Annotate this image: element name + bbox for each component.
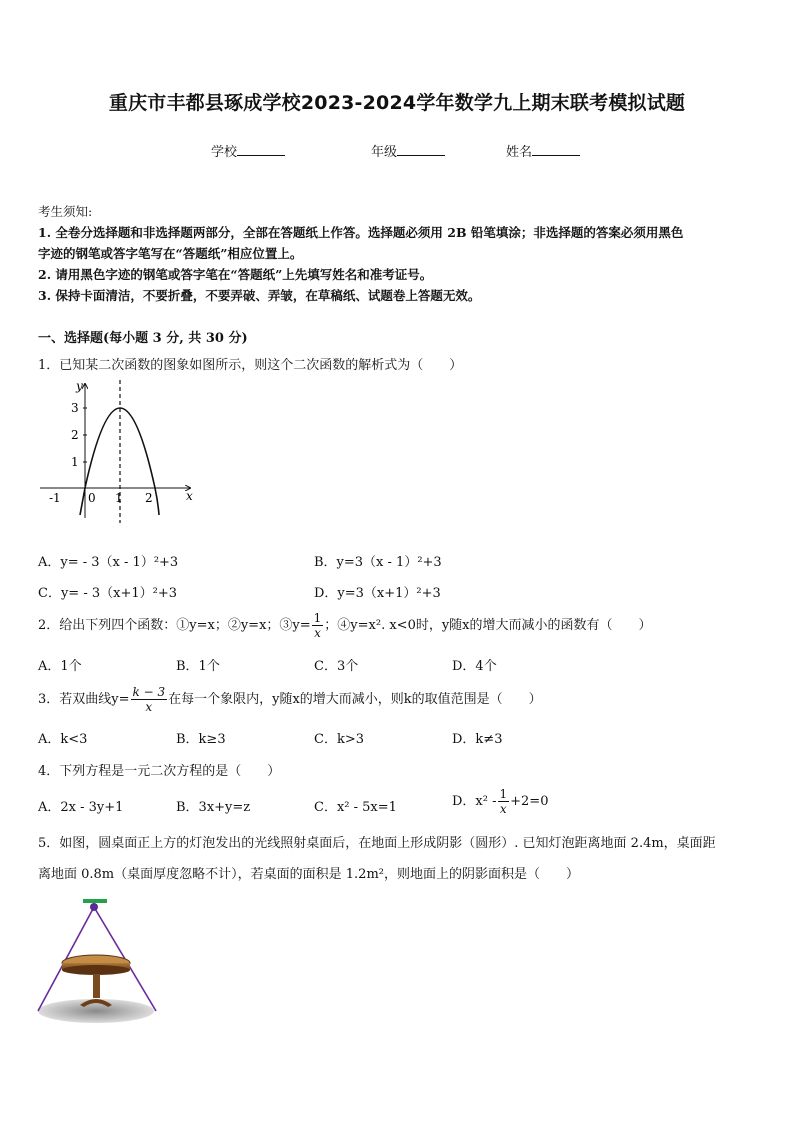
notice-heading: 考生须知: bbox=[38, 204, 93, 219]
name-field[interactable] bbox=[506, 141, 580, 160]
grade-field[interactable] bbox=[371, 141, 445, 160]
notice-block bbox=[38, 201, 683, 306]
grade-blank[interactable] bbox=[397, 143, 445, 156]
q2-frac-num: 1 bbox=[313, 611, 322, 625]
q3-fraction bbox=[131, 685, 168, 714]
q1-option-c[interactable]: C．y= - 3（x+1）²+3 bbox=[38, 586, 177, 601]
q4-option-d-pre: D．x² - bbox=[452, 794, 497, 809]
q4-d-frac-num: 1 bbox=[499, 787, 508, 801]
q3-option-a[interactable]: A．k<3 bbox=[38, 732, 88, 747]
q4-option-d-post: +2=0 bbox=[510, 794, 549, 809]
notice-item-1-cont: 字迹的钢笔或答字笔写在“答题纸”相应位置上。 bbox=[38, 246, 303, 261]
q3-frac-den: x bbox=[145, 700, 153, 714]
school-field[interactable] bbox=[211, 141, 285, 160]
q4-d-fraction bbox=[498, 787, 510, 816]
q4-option-b[interactable]: B．3x+y=z bbox=[176, 800, 251, 815]
q4-d-frac-den: x bbox=[499, 802, 507, 816]
table-underside bbox=[62, 965, 130, 975]
name-blank[interactable] bbox=[532, 143, 580, 156]
school-blank[interactable] bbox=[237, 143, 285, 156]
q4-option-c[interactable]: C．x² - 5x=1 bbox=[314, 800, 397, 815]
lamp-table-figure bbox=[34, 893, 164, 1025]
y-tick-1: 1 bbox=[71, 455, 79, 469]
q3-option-c[interactable]: C．k>3 bbox=[314, 732, 364, 747]
light-bulb bbox=[90, 903, 98, 911]
section-heading: 一、选择题(每小题 3 分, 共 30 分) bbox=[38, 331, 248, 346]
q3-option-d[interactable]: D．k≠3 bbox=[452, 732, 503, 747]
x-tick-0: 0 bbox=[88, 491, 96, 505]
name-label: 姓名 bbox=[506, 145, 533, 160]
y-axis-label: y bbox=[76, 379, 83, 393]
y-tick-2: 2 bbox=[71, 428, 79, 442]
q2-option-c[interactable]: C．3个 bbox=[314, 659, 359, 674]
page-title: 重庆市丰都县琢成学校2023-2024学年数学九上期末联考模拟试题 bbox=[108, 92, 686, 114]
lamp-holder bbox=[83, 899, 107, 903]
q4-option-d[interactable] bbox=[452, 782, 548, 822]
q4-stem: 4．下列方程是一元二次方程的是（ ） bbox=[38, 764, 281, 779]
q1-stem: 1．已知某二次函数的图象如图所示，则这个二次函数的解析式为（ ） bbox=[38, 358, 463, 373]
x-tick-neg1: -1 bbox=[49, 491, 61, 505]
q3-stem-pre: 3．若双曲线y= bbox=[38, 692, 130, 707]
notice-item-2: 2. 请用黑色字迹的钢笔或答字笔在“答题纸”上先填写姓名和准考证号。 bbox=[38, 267, 433, 282]
x-tick-1: 1 bbox=[115, 491, 123, 505]
q2-fraction bbox=[312, 611, 324, 640]
notice-item-3: 3. 保持卡面清洁，不要折叠，不要弄破、弄皱，在草稿纸、试题卷上答题无效。 bbox=[38, 288, 481, 303]
q2-stem-pre: 2．给出下列四个函数：①y=x；②y=x；③y= bbox=[38, 618, 311, 633]
q3-option-b[interactable]: B．k≥3 bbox=[176, 732, 226, 747]
q3-frac-num: k − 3 bbox=[132, 685, 166, 699]
q3-stem-post: 在每一个象限内，y随x的增大而减小，则k的取值范围是（ ） bbox=[168, 692, 542, 707]
q3-stem bbox=[38, 680, 542, 720]
school-label: 学校 bbox=[211, 145, 238, 160]
x-axis-label: x bbox=[186, 489, 193, 503]
q2-stem bbox=[38, 606, 652, 646]
q4-option-a[interactable]: A．2x - 3y+1 bbox=[38, 800, 124, 815]
parabola-graph bbox=[38, 378, 198, 528]
q1-option-a[interactable]: A．y= - 3（x - 1）²+3 bbox=[38, 555, 179, 570]
q5-line2: 离地面 0.8m（桌面厚度忽略不计），若桌面的面积是 1.2m²，则地面上的阴影面积是（ ） bbox=[38, 867, 579, 882]
q2-option-d[interactable]: D．4个 bbox=[452, 659, 497, 674]
q2-frac-den: x bbox=[314, 626, 321, 640]
q1-option-b[interactable]: B．y=3（x - 1）²+3 bbox=[314, 555, 442, 570]
q2-option-a[interactable]: A．1个 bbox=[38, 659, 82, 674]
notice-item-1: 1. 全卷分选择题和非选择题两部分，全部在答题纸上作答。选择题必须用 2B 铅笔填涂；非选择题的答案必须用黑色 bbox=[38, 225, 684, 240]
x-tick-2: 2 bbox=[145, 491, 153, 505]
grade-label: 年级 bbox=[371, 145, 398, 160]
q1-option-d[interactable]: D．y=3（x+1）²+3 bbox=[314, 586, 441, 601]
table-leg bbox=[93, 974, 100, 998]
q2-option-b[interactable]: B．1个 bbox=[176, 659, 220, 674]
y-tick-3: 3 bbox=[71, 401, 79, 415]
q5-line1: 5．如图，圆桌面正上方的灯泡发出的光线照射桌面后，在地面上形成阴影（圆形）. 已知灯泡距离地面 2.4m，桌面距 bbox=[38, 836, 716, 851]
q2-stem-post: ；④y=x². x<0时，y随x的增大而减小的函数有（ ） bbox=[324, 618, 652, 633]
